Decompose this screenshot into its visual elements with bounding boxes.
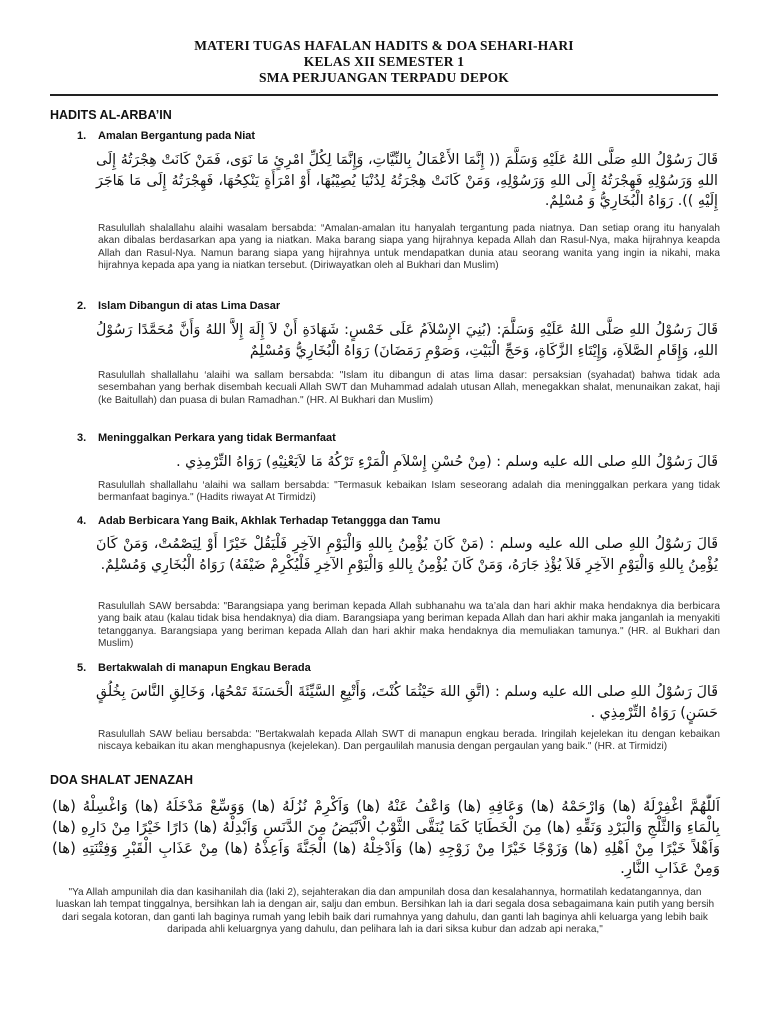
item-number: 1. xyxy=(77,130,87,142)
doa-jenazah-translation: "Ya Allah ampunilah dia dan kasihanilah dia (laki 2), sejahterakan dia dan ampunilah dosa dan kesalahannya, hormatilah kedatangannya, dan luaskan lah tempat tinggalnya, bersihkan lah ia dengan air, salju dan embun. Bersihkan lah ia dari segala dosa sebagaimana kain putih yang bersih dari segala kotoran, dan ganti lah baginya rumah yang lebih baik dari rumahnya yang dahulu, dan ganti lah baginya ahli keluarga yang lebih baik daripada ahli keluargnya yang dahulu, dan pelihara lah ia dari siksa kubur dan adzab api neraka," xyxy=(55,887,715,936)
doa-jenazah-arabic: اَللّٰهُمَّ اغْفِرْلَهُ (ها) وَارْحَمْهُ (ها) وَعَافِهِ (ها) وَاعْفُ عَنْهُ (ها) وَاَكْرِمْ نُزُلَهُ (ها) وَوَسِّعْ مَدْخَلَهُ (ها) وَاغْسِلْهُ (ها) بِالْمَاءِ وَالثَّلْجِ وَالْبَرْدِ وَنَقِّهِ (ها) مِنَ الْخَطَايَا كَمَا يُنَقَّى الثَّوْبُ الْاَبْيَضُ مِنَ الدَّنَسِ وَاَبْدِلْهُ (ها) دَارًا خَيْرًا مِنْ دَارِهِ (ها) وَاَهْلاً خَيْرًا مِنْ اَهْلِهِ (ها) وَزَوْجًا خَيْرًا مِنْ زَوْجِهِ (ها) وَاَدْخِلْهُ (ها) الْجَنَّةَ وَاَعِذْهُ (ها) مِنْ عَذَابِ الْقَبْرِ وَفِتْنَتِهِ (ها) وَمِنْ عَذَابِ النَّارِ. xyxy=(52,798,720,878)
hadits-item-5-arabic: قَالَ رَسُوْلُ اللهِ صلى الله عليه وسلم : (اتَّقِ اللهَ حَيْثُمَا كُنْتَ، وَأَتْبِعِ السَّيِّئَةَ الْحَسَنَةَ تَمْحُهَا، وَخَالِقِ النَّاسَ بِخُلُقٍ حَسَنٍ) رَوَاهُ التِّرْمِذِي . xyxy=(96,684,718,721)
hadits-item-4-translation: Rasulullah SAW bersabda: "Barangsiapa yang beriman kepada Allah subhanahu wa ta’ala dan hari akhir maka hendaknya dia berbicara yang baik atau (kalau tidak bisa hendaknya) dia diam. Barangsiapa yang beriman kepada Allah dan hari akhir maka janganlah ia menyakiti tetangganya. Barangsiapa yang beriman kepada Allah dan hari akhir maka hendaknya dia memuliakan tamunya." (HR. al Bukhari dan Muslim) xyxy=(98,601,720,650)
header-class: KELAS XII SEMESTER 1 xyxy=(303,54,465,69)
hadits-item-2-translation: Rasulullah shallallahu ‘alaihi wa sallam bersabda: "Islam itu dibangun di atas lima dasar: persaksian (syahadat) bahwa tidak ada sesembahan yang berhak disembah kecuali Allah SWT dan Muhammad adalah utusan Allah, menegakkan shalat, menunaikan zakat, haji (ke Baitullah) dan puasa di bulan Ramadhan." (HR. Al Bukhari dan Muslim) xyxy=(98,370,720,406)
section-title-hadits: HADITS AL-ARBA’IN xyxy=(50,108,172,122)
hadits-item-5-translation: Rasulullah SAW beliau bersabda: "Bertakwalah kepada Allah SWT di manapun engkau berada. Iringilah kejelekan itu dengan kebaikan niscaya kebaikan itu akan menghapusnya (kejelekan). Dan pergaulilah manusia dengan pergaulan yang baik." (HR. at Tirmidzi) xyxy=(98,729,720,753)
item-title: Bertakwalah di manapun Engkau Berada xyxy=(98,662,311,674)
item-number: 4. xyxy=(77,515,87,527)
hadits-item-3-translation: Rasulullah shallallahu ‘alaihi wa sallam bersabda: "Termasuk kebaikan Islam seseorang adalah dia meninggalkan perkara yang tidak bermanfaat baginya." (Hadits riwayat At Tirmidzi) xyxy=(98,480,720,504)
header-title: MATERI TUGAS HAFALAN HADITS & DOA SEHARI-HARI xyxy=(194,38,574,53)
item-title: Islam Dibangun di atas Lima Dasar xyxy=(98,300,281,312)
hadits-item-1-arabic: قَالَ رَسُوْلُ اللهِ صَلَّى اللهُ عَلَيْهِ وَسَلَّمَ (( إِنَّمَا الأَعْمَالُ بِالنِّيَّاتِ، وَإِنَّمَا لِكُلِّ امْرِئٍ مَا نَوَى، فَمَنْ كَانَتْ هِجْرَتُهُ إِلَى اللهِ وَرَسُوْلِهِ فَهِجْرَتُهُ إِلَى اللهِ وَرَسُوْلِهِ، وَمَنْ كَانَتْ هِجْرَتُهُ لِدُنْيَا يُصِيْبُهَا، أَوْ امْرَأَةٍ يَنْكِحُهَا، فَهِجْرَتُهُ إِلَى مَا هَاجَرَ إِلَيْهِ )). رَوَاهُ الْبُخَارِيُّ وَ مُسْلِمٌ. xyxy=(96,152,718,209)
item-number: 3. xyxy=(77,432,87,444)
header-divider xyxy=(50,94,718,96)
item-number: 5. xyxy=(77,662,87,674)
item-title: Adab Berbicara Yang Baik, Akhlak Terhadap Tetanggga dan Tamu xyxy=(98,515,441,527)
hadits-item-1-translation: Rasulullah shalallahu alaihi wasalam bersabda: “Amalan-amalan itu hanyalah tergantung pada niatnya. Dan setiap orang itu hanyalah akan dibalas berdasarkan apa yang ia niatkan. Maka barang siapa yang hijrahnya kepada Allah dan Rasul-Nya, maka hijrahnya keapda Allah dan Rasul-Nya. Namun barang siapa yang hijrahnya untuk mendapatkan dunia atau seorang wanita yang ingin ia nikahi, maka hijrahnya kepada apa yang ia niatkan tersebut. (Diriwayatkan oleh al Bukhari dan Muslim) xyxy=(98,223,720,272)
item-title: Meninggalkan Perkara yang tidak Bermanfaat xyxy=(98,432,336,444)
document-header xyxy=(50,38,718,86)
item-number: 2. xyxy=(77,300,87,312)
hadits-item-4-arabic: قَالَ رَسُوْلُ اللهِ صلى الله عليه وسلم : (مَنْ كَانَ يُؤْمِنُ بِاللهِ وَالْيَوْمِ الآخِرِ فَلْيَقُلْ خَيْرًا أَوْ لِيَصْمُتْ، وَمَنْ كَانَ يُؤْمِنُ بِاللهِ وَالْيَوْمِ الآخِرِ فَلاَ يُؤْذِ جَارَهُ، وَمَنْ كَانَ يُؤْمِنُ بِاللهِ وَالْيَوْمِ الآخِرِ فَلْيُكْرِمْ ضَيْفَهُ) رَوَاهُ الْبُخَارِي وَمُسْلِمٌ. xyxy=(96,536,718,573)
hadits-item-2-arabic: قَالَ رَسُوْلُ اللهِ صَلَّى اللهُ عَلَيْهِ وَسَلَّمَ: (بُنِيَ الإِسْلاَمُ عَلَى خَمْسٍ: شَهَادَةِ أَنْ لاَ إِلَهَ إِلاَّ اللهُ وَأَنَّ مُحَمَّدًا رَسُوْلُ اللهِ، وَإِقَامِ الصَّلاَةِ، وَإِيْتَاءِ الزَّكَاةِ، وَحَجِّ الْبَيْتِ، وَصَوْمِ رَمَضَانَ) رَوَاهُ الْبُخَارِيُّ وَمُسْلِمٌ xyxy=(96,322,718,359)
item-title: Amalan Bergantung pada Niat xyxy=(98,130,256,142)
hadits-item-3-arabic: قَالَ رَسُوْلُ اللهِ صلى الله عليه وسلم : (مِنْ حُسْنِ إِسْلاَمِ الْمَرْءِ تَرْكُهُ مَا لاَيَعْنِيْهِ) رَوَاهُ التِّرْمِذِي . xyxy=(176,454,718,470)
header-school: SMA PERJUANGAN TERPADU DEPOK xyxy=(259,70,509,85)
section-title-doa: DOA SHALAT JENAZAH xyxy=(50,773,194,787)
